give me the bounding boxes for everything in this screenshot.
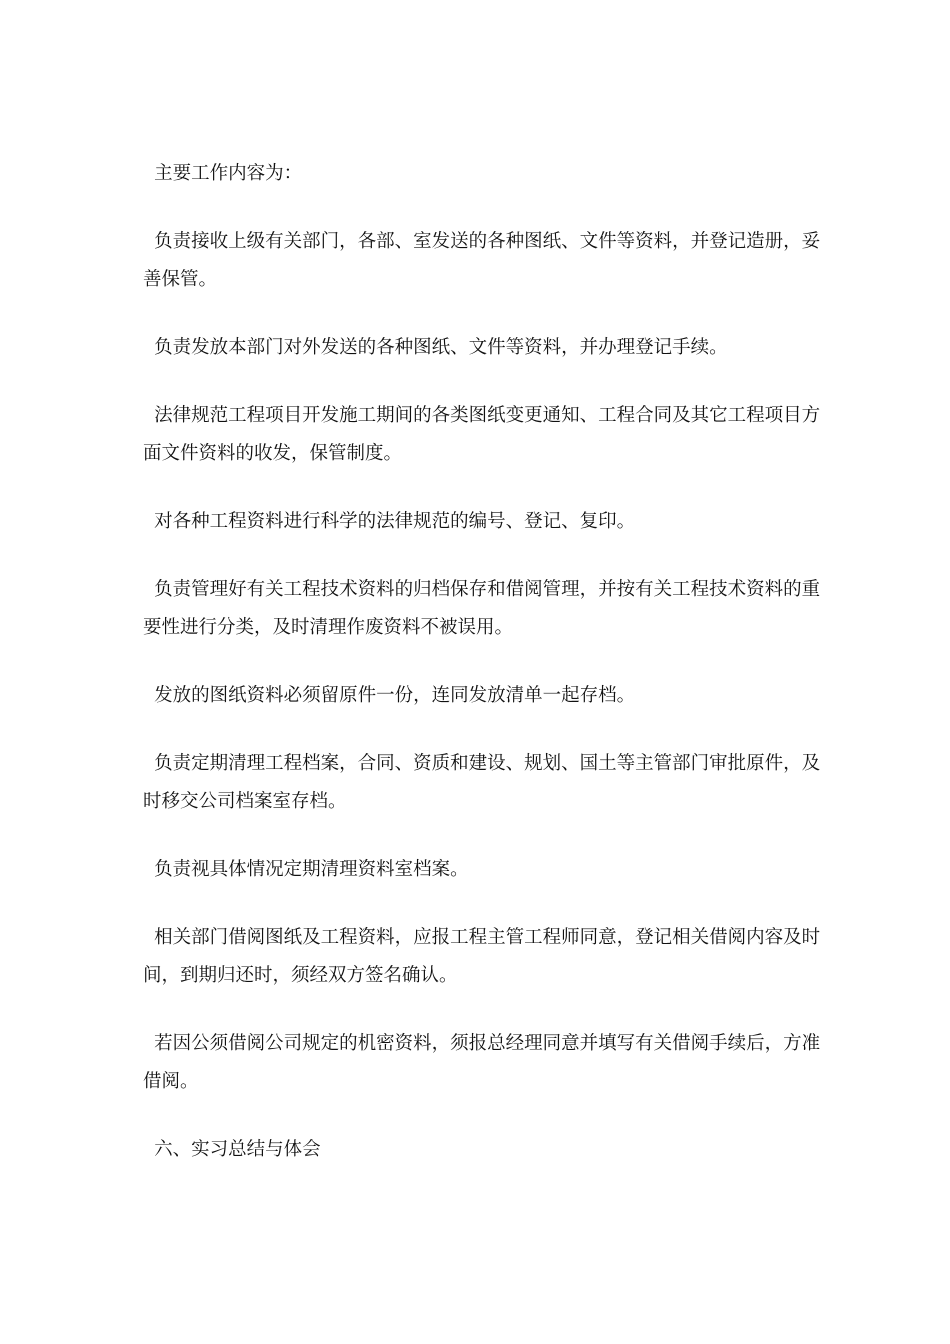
- paragraph-numbering: 对各种工程资料进行科学的法律规范的编号、登记、复印。: [154, 511, 636, 532]
- paragraph-keep-originals: 发放的图纸资料必须留原件一份，连同发放清单一起存档。: [154, 685, 636, 706]
- paragraph-receive-documents: 负责接收上级有关部门，各部、室发送的各种图纸、文件等资料，并登记造册，妥善保管。: [143, 231, 821, 290]
- paragraph-work-content-heading: 主要工作内容为：: [154, 163, 303, 184]
- paragraph-borrow-procedure: 相关部门借阅图纸及工程资料，应报工程主管工程师同意，登记相关借阅内容及时间，到期归还时，须经双方签名确认。: [143, 927, 821, 986]
- paragraph-confidential-borrow: 若因公须借阅公司规定的机密资料，须报总经理同意并填写有关借阅手续后，方准借阅。: [143, 1033, 821, 1092]
- document-body: [143, 155, 823, 1169]
- section-heading-summary: 六、实习总结与体会: [154, 1139, 321, 1160]
- paragraph-archive-management: 负责管理好有关工程技术资料的归档保存和借阅管理，并按有关工程技术资料的重要性进行分类，及时清理作废资料不被误用。: [143, 579, 821, 638]
- paragraph-regulate-changes: 法律规范工程项目开发施工期间的各类图纸变更通知、工程合同及其它工程项目方面文件资料的收发，保管制度。: [143, 405, 821, 464]
- paragraph-clean-room: 负责视具体情况定期清理资料室档案。: [154, 859, 469, 880]
- paragraph-clean-archives: 负责定期清理工程档案，合同、资质和建设、规划、国土等主管部门审批原件，及时移交公司档案室存档。: [143, 753, 821, 812]
- paragraph-send-documents: 负责发放本部门对外发送的各种图纸、文件等资料，并办理登记手续。: [154, 337, 728, 358]
